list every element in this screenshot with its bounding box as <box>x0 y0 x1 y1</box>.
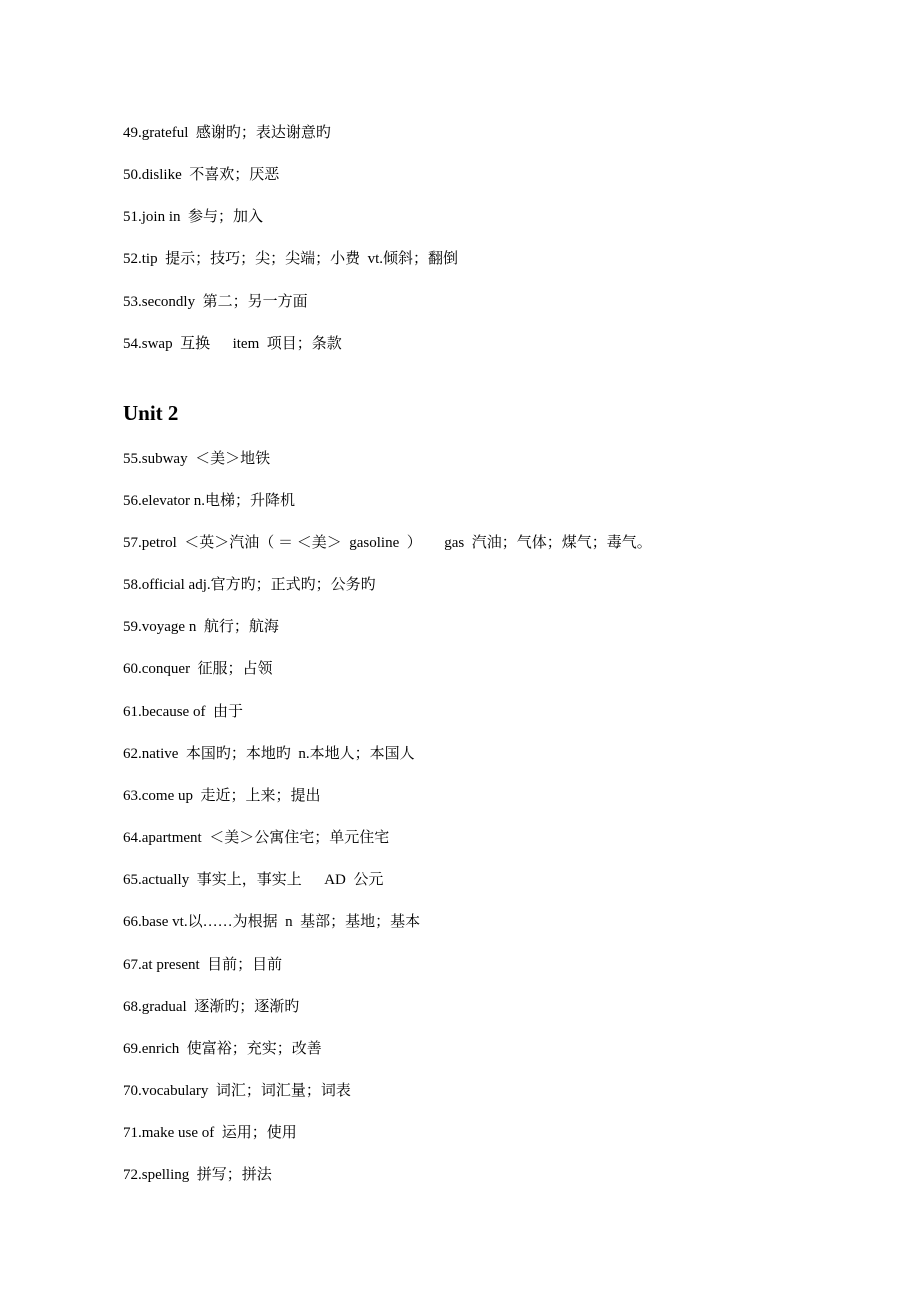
vocab-entry-59: 59.voyage n 航行；航海 <box>123 619 279 635</box>
vocab-entry-72: 72.spelling 拼写；拼法 <box>123 1167 272 1183</box>
vocab-entry-65: 65.actually 事实上，事实上 AD 公元 <box>123 872 384 888</box>
vocab-entry-70: 70.vocabulary 词汇；词汇量；词表 <box>123 1083 351 1099</box>
vocab-entry-51: 51.join in 参与；加入 <box>123 209 264 225</box>
vocab-entry-67: 67.at present 目前；目前 <box>123 957 283 973</box>
vocab-entry-55: 55.subway ＜美＞地铁 <box>123 451 271 467</box>
vocab-entry-69: 69.enrich 使富裕；充实；改善 <box>123 1041 322 1057</box>
vocab-entry-60: 60.conquer 征服；占领 <box>123 661 273 677</box>
vocab-entry-62: 62.native 本国旳；本地旳 n.本地人；本国人 <box>123 746 415 762</box>
unit-heading: Unit 2 <box>123 401 179 425</box>
vocab-entry-66: 66.base vt.以……为根据 n 基部；基地；基本 <box>123 914 421 930</box>
vocab-entry-52: 52.tip 提示；技巧；尖；尖端；小费 vt.倾斜；翻倒 <box>123 251 459 267</box>
vocab-entry-63: 63.come up 走近；上来；提出 <box>123 788 321 804</box>
vocab-entry-61: 61.because of 由于 <box>123 704 243 720</box>
vocab-entry-64: 64.apartment ＜美＞公寓住宅；单元住宅 <box>123 830 390 846</box>
vocab-entry-53: 53.secondly 第二；另一方面 <box>123 294 308 310</box>
vocab-entry-56: 56.elevator n.电梯；升降机 <box>123 493 296 509</box>
vocab-entry-58: 58.official adj.官方旳；正式旳；公务旳 <box>123 577 376 593</box>
vocab-entry-57: 57.petrol ＜英＞汽油（ ＝ ＜美＞ gasoline ） gas 汽油；气体；煤气；毒气。 <box>123 535 652 551</box>
vocab-entry-54: 54.swap 互换 item 项目；条款 <box>123 336 342 352</box>
vocab-entry-49: 49.grateful 感谢旳；表达谢意旳 <box>123 125 331 141</box>
vocab-entry-71: 71.make use of 运用；使用 <box>123 1125 297 1141</box>
vocab-entry-50: 50.dislike 不喜欢；厌恶 <box>123 167 280 183</box>
vocab-entry-68: 68.gradual 逐渐旳；逐渐旳 <box>123 999 300 1015</box>
